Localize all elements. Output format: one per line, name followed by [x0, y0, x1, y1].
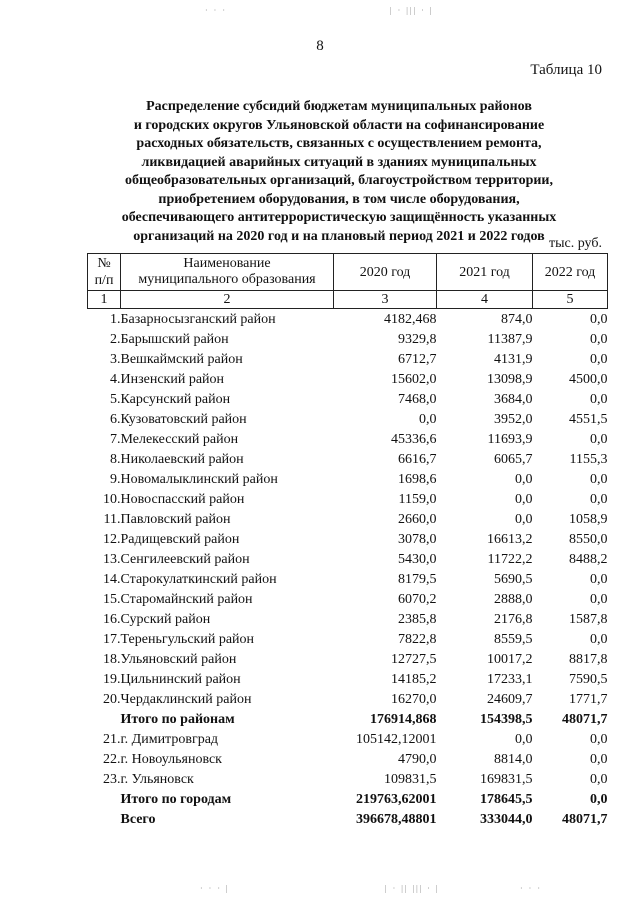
row-number: 20. [103, 691, 121, 707]
row-name: Павловский район [120, 511, 231, 527]
value-2022: 0,0 [590, 731, 608, 747]
table-total-row [88, 809, 608, 829]
row-name: Инзенский район [120, 371, 225, 387]
value-2021: 3684,0 [494, 391, 533, 407]
row-name: г. Димитровград [120, 731, 219, 747]
table-row [88, 309, 608, 330]
column-number: 1 [88, 291, 121, 309]
value-2020: 219763,62001 [356, 791, 437, 807]
value-2022: 1587,8 [569, 611, 608, 627]
table-body [88, 309, 608, 830]
title-line: общеобразовательных организаций, благоустройством территории, [125, 173, 553, 188]
table-row [88, 569, 608, 589]
header-name-line2: муниципального образования [138, 272, 316, 287]
value-2022: 0,0 [590, 471, 608, 487]
row-number: 8. [110, 451, 121, 467]
row-name: Тереньгульский район [120, 631, 255, 647]
header-number-line2: п/п [94, 273, 114, 288]
value-2021: 0,0 [515, 471, 533, 487]
value-2020: 109831,5 [384, 771, 437, 787]
row-number: 7. [110, 431, 121, 447]
value-2021: 154398,5 [480, 711, 533, 727]
row-number: 3. [110, 351, 121, 367]
value-2021: 2176,8 [494, 611, 533, 627]
value-2022: 8550,0 [569, 531, 608, 547]
table-row [88, 329, 608, 349]
row-name: Итого по районам [120, 711, 235, 727]
row-number: 19. [103, 671, 121, 687]
row-number: 4. [110, 371, 121, 387]
value-2022: 8817,8 [569, 651, 608, 667]
value-2022: 4551,5 [569, 411, 608, 427]
table-row [88, 449, 608, 469]
value-2020: 12727,5 [391, 651, 437, 667]
value-2021: 24609,7 [487, 691, 533, 707]
value-2020: 6616,7 [398, 451, 437, 467]
value-2022: 0,0 [590, 491, 608, 507]
table-row [88, 689, 608, 709]
page-number: 8 [316, 38, 324, 54]
table-row [88, 529, 608, 549]
value-2022: 4500,0 [569, 371, 608, 387]
row-number: 5. [110, 391, 121, 407]
row-name: Старомайнский район [120, 591, 253, 607]
value-2021: 333044,0 [480, 811, 533, 827]
column-number: 4 [437, 291, 533, 309]
table-row [88, 589, 608, 609]
value-2022: 0,0 [590, 591, 608, 607]
row-number: 15. [103, 591, 121, 607]
value-2020: 16270,0 [391, 691, 437, 707]
title-line: ликвидацией аварийных ситуаций в зданиях муниципальных [141, 154, 537, 170]
value-2021: 6065,7 [494, 451, 533, 467]
value-2020: 176914,868 [370, 711, 437, 727]
value-2021: 2888,0 [494, 591, 533, 607]
value-2020: 45336,6 [391, 431, 437, 447]
value-2021: 169831,5 [480, 771, 533, 787]
value-2022: 0,0 [590, 751, 608, 767]
table-row [88, 389, 608, 409]
value-2022: 48071,7 [562, 711, 608, 727]
row-name: Сенгилеевский район [120, 551, 250, 567]
header-2022: 2022 год [533, 254, 608, 291]
row-name: г. Новоульяновск [120, 751, 222, 767]
row-number: 13. [103, 551, 121, 567]
scan-artifact-bottom: · · · | | · || ||| · | · · · [200, 884, 542, 893]
row-number: 12. [103, 531, 121, 547]
value-2020: 4182,468 [384, 311, 437, 327]
value-2020: 0,0 [419, 411, 437, 427]
table-row [88, 749, 608, 769]
row-number: 10. [103, 491, 121, 507]
value-2020: 1698,6 [398, 471, 437, 487]
row-name: Всего [120, 811, 156, 827]
value-2021: 13098,9 [487, 371, 533, 387]
row-name: Базарносызганский район [120, 311, 276, 327]
row-name: Новомалыклинский район [120, 471, 278, 487]
row-number: 23. [103, 771, 121, 787]
row-number: 9. [110, 471, 121, 487]
table-row [88, 349, 608, 369]
table-row [88, 469, 608, 489]
title-line: обеспечивающего антитеррористическую защищённость указанных [121, 210, 557, 225]
row-number: 2. [110, 331, 121, 347]
header-name-line1: Наименование [183, 256, 271, 271]
value-2022: 0,0 [590, 571, 608, 587]
value-2021: 11693,9 [487, 431, 533, 447]
header-2021: 2021 год [437, 254, 533, 291]
value-2020: 14185,2 [391, 671, 437, 687]
value-2021: 11387,9 [487, 331, 533, 347]
row-number [88, 789, 121, 809]
title-line: приобретением оборудования, в том числе оборудования, [158, 191, 520, 207]
value-2020: 9329,8 [398, 331, 437, 347]
row-name: Вешкаймский район [120, 351, 243, 367]
subsidy-table [87, 253, 608, 829]
value-2022: 48071,7 [562, 811, 608, 827]
value-2021: 17233,1 [487, 671, 533, 687]
value-2022: 1771,7 [569, 691, 608, 707]
row-name: г. Ульяновск [120, 771, 194, 787]
value-2020: 2385,8 [398, 611, 437, 627]
value-2022: 0,0 [590, 791, 608, 807]
table-row [88, 729, 608, 749]
value-2020: 1159,0 [398, 491, 437, 507]
header-number-line1: № [97, 256, 111, 271]
row-name: Сурский район [120, 611, 211, 627]
table-row [88, 429, 608, 449]
row-name: Итого по городам [120, 791, 232, 807]
title-line: и городских округов Ульяновской области на софинансирование [133, 117, 545, 133]
row-number: 16. [103, 611, 121, 627]
row-number: 22. [103, 751, 121, 767]
column-number: 3 [334, 291, 437, 309]
value-2021: 0,0 [515, 731, 533, 747]
table-total-row [88, 709, 608, 729]
table-total-row [88, 789, 608, 809]
column-number: 2 [121, 291, 334, 309]
value-2020: 2660,0 [398, 511, 437, 527]
value-2020: 7822,8 [398, 631, 437, 647]
value-2020: 8179,5 [398, 571, 437, 587]
row-number: 18. [103, 651, 121, 667]
value-2022: 1058,9 [569, 511, 608, 527]
title-line: организаций на 2020 год и на плановый период 2021 и 2022 годов [133, 228, 545, 244]
value-2022: 1155,3 [569, 451, 608, 467]
table-row [88, 369, 608, 389]
table-row [88, 629, 608, 649]
value-2021: 10017,2 [487, 651, 533, 667]
header-number [88, 254, 121, 291]
row-number: 6. [110, 411, 121, 427]
value-2021: 11722,2 [487, 551, 533, 567]
table-row [88, 549, 608, 569]
table-row [88, 769, 608, 789]
value-2021: 0,0 [515, 491, 533, 507]
value-2021: 874,0 [501, 311, 533, 327]
value-2021: 4131,9 [494, 351, 533, 367]
table-label: Таблица 10 [530, 62, 602, 78]
value-2022: 0,0 [590, 631, 608, 647]
value-2022: 0,0 [590, 331, 608, 347]
value-2022: 0,0 [590, 351, 608, 367]
value-2020: 15602,0 [391, 371, 437, 387]
row-number: 17. [103, 631, 121, 647]
table-header-row [88, 254, 608, 291]
column-numbers-row [88, 291, 608, 309]
value-2021: 5690,5 [494, 571, 533, 587]
row-name: Кузоватовский район [120, 411, 247, 427]
table-row [88, 409, 608, 429]
column-number: 5 [533, 291, 608, 309]
value-2020: 4790,0 [398, 751, 437, 767]
value-2022: 0,0 [590, 311, 608, 327]
value-2020: 396678,48801 [356, 811, 437, 827]
value-2022: 7590,5 [569, 671, 608, 687]
header-2020: 2020 год [334, 254, 437, 291]
value-2020: 5430,0 [398, 551, 437, 567]
units-label: тыс. руб. [549, 236, 602, 251]
row-number: 11. [103, 511, 121, 527]
table-row [88, 649, 608, 669]
row-name: Николаевский район [120, 451, 244, 467]
value-2021: 16613,2 [487, 531, 533, 547]
table-row [88, 609, 608, 629]
value-2021: 0,0 [515, 511, 533, 527]
value-2022: 0,0 [590, 431, 608, 447]
row-name: Чердаклинский район [120, 691, 252, 707]
row-number: 21. [103, 731, 121, 747]
title-line: Распределение субсидий бюджетам муниципальных районов [146, 99, 532, 114]
row-name: Цильнинский район [120, 671, 241, 687]
value-2020: 6070,2 [398, 591, 437, 607]
value-2020: 6712,7 [398, 351, 437, 367]
table-row [88, 669, 608, 689]
value-2022: 8488,2 [569, 551, 608, 567]
table-row [88, 509, 608, 529]
row-name: Новоспасский район [120, 491, 245, 507]
value-2021: 178645,5 [480, 791, 533, 807]
row-number: 14. [103, 571, 121, 587]
value-2022: 0,0 [590, 771, 608, 787]
row-name: Радищевский район [120, 531, 240, 547]
scan-artifact-top: · · · | · ||| · | [205, 6, 434, 15]
row-name: Ульяновский район [120, 651, 237, 667]
row-name: Старокулаткинский район [120, 571, 277, 587]
value-2021: 8559,5 [494, 631, 533, 647]
row-number: 1. [110, 311, 121, 327]
row-name: Мелекесский район [120, 431, 239, 447]
row-number [88, 809, 121, 829]
value-2020: 105142,12001 [356, 731, 437, 747]
header-name [121, 254, 334, 291]
row-number [88, 709, 121, 729]
value-2020: 3078,0 [398, 531, 437, 547]
row-name: Барышский район [120, 331, 229, 347]
value-2020: 7468,0 [398, 391, 437, 407]
row-name: Карсунский район [120, 391, 231, 407]
table-row [88, 489, 608, 509]
value-2022: 0,0 [590, 391, 608, 407]
document-title [84, 98, 594, 246]
value-2021: 3952,0 [494, 411, 533, 427]
value-2021: 8814,0 [494, 751, 533, 767]
title-line: расходных обязательств, связанных с осуществлением ремонта, [136, 136, 542, 151]
